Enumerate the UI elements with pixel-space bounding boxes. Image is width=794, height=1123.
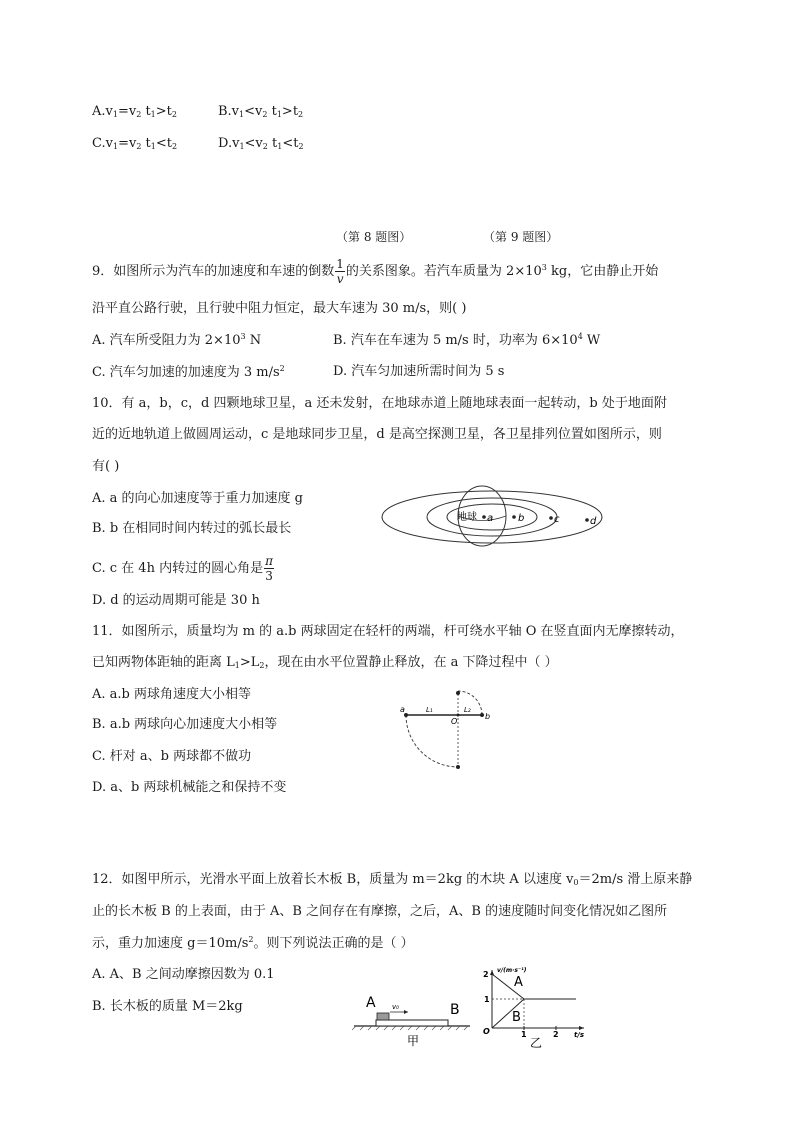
q12-figure-jia [352,992,472,1050]
q8-option-c: $C.v_1=v_2$ $t_1<t_2$ [92,136,178,151]
q9-option-d: D. 汽车匀加速所需时间为 5 s [333,364,505,379]
svg-text:1: 1 [521,1030,527,1039]
q8-option-d: $D.v_1<v_2$ $t_1<t_2$ [218,136,304,151]
q8-option-b: $B.v_1<v_2$ $t_1>t_2$ [218,104,304,119]
svg-text:B: B [512,1010,521,1025]
svg-text:t/s: t/s [574,1031,585,1039]
q12-stem-line3: 示，重力加速度 $g=10m/s^2$。则下列说法正确的是（ ） [92,935,414,951]
q10-stem-line1: 10．有 a，b，c，d 四颗地球卫星，a 还未发射，在地球赤道上随地球表面一起转动，b 处于地面附 [92,396,667,411]
q11-stem-line1: 11．如图所示，质量均为 m 的 a.b 两球固定在轻杆的两端，杆可绕水平轴 O 在竖直面内无摩擦转动， [92,624,684,639]
q12-option-b: B. 长木板的质量 M＝2kg [92,999,243,1014]
svg-text:b: b [485,712,491,721]
q9-stem-line2: 沿平直公路行驶，且行驶中阻力恒定，最大车速为 30 m/s，则( ) [92,301,467,316]
svg-text:v₀: v₀ [392,1003,399,1011]
svg-text:A: A [366,995,376,1011]
block-a [377,1013,389,1020]
svg-text:a: a [487,513,494,524]
q12-figure-yi-graph [480,966,600,1050]
yi-caption: 乙 [530,1036,543,1050]
earth-label: 地球 [457,512,477,523]
q10-option-b: B. b 在相同时间内转过的弧长最长 [92,521,292,536]
q9-inverse-v-fraction: $\frac{1}{v}$ [336,257,344,286]
svg-text:O: O [451,717,458,726]
satellite-d [585,518,589,522]
board-b [376,1020,448,1026]
q11-rod-diagram [398,690,498,772]
q10-orbit-diagram [380,485,610,555]
fig8-caption: （第 8 题图） [336,230,412,244]
svg-text:d: d [590,516,597,527]
svg-text:L₂: L₂ [464,706,471,714]
q10-option-d: D. d 的运动周期可能是 30 h [92,593,260,608]
q12-stem-line2: 止的长木板 B 的上表面，由于 A、B 之间存在有摩擦，之后，A、B 的速度随时间变化情况如乙图所 [92,904,668,919]
svg-text:1: 1 [484,995,490,1004]
svg-text:B: B [450,1002,460,1018]
q10-stem-line2: 近的近地轨道上做圆周运动，c 是地球同步卫星，d 是高空探测卫星，各卫星排列位置如图所示，则 [92,427,662,442]
q11-option-d: D. a、b 两球机械能之和保持不变 [92,780,287,795]
q11-stem-line2: 已知两物体距轴的距离 $L_1>L_2$，现在由水平位置静止释放，在 a 下降过程中（ ） [92,655,558,670]
svg-text:A: A [514,975,523,990]
q9-option-c: C. 汽车匀加速的加速度为 3 $m/s^2$ [92,364,285,380]
svg-text:L₁: L₁ [426,706,433,714]
q10-stem-line3: 有( ) [92,459,120,474]
q10-pi-over-3-fraction: $\frac{\pi}{3}$ [265,554,273,583]
q10-option-a: A. a 的向心加速度等于重力加速度 g [92,491,303,506]
satellite-c [549,516,553,520]
svg-text:2: 2 [483,970,489,979]
q12-option-a: A. A、B 之间动摩擦因数为 0.1 [92,967,275,982]
ball-b [480,713,484,717]
q11-option-a: A. a.b 两球角速度大小相等 [92,687,251,702]
q9-stem-line1: 9．如图所示为汽车的加速度和车速的倒数 $\frac{1}{v}$ 的关系图象。若汽车质量为 $2\times 10^3$ kg，它由静止开始 [92,257,659,286]
q11-option-c: C. 杆对 a、b 两球都不做功 [92,749,252,764]
q11-option-b: B. a.b 两球向心加速度大小相等 [92,717,278,732]
satellite-a [482,515,486,519]
fig9-caption: （第 9 题图） [483,230,559,244]
svg-text:a: a [400,705,405,714]
jia-caption: 甲 [407,1034,420,1048]
svg-text:O: O [483,1027,490,1036]
q10-option-c: C. c 在 4h 内转过的圆心角是 $\frac{\pi}{3}$ [92,554,273,583]
q8-option-a: $A.v_1=v_2$ $t_1>t_2$ [92,104,177,119]
q12-stem-line1: 12．如图甲所示，光滑水平面上放着长木板 B，质量为 m＝2kg 的木块 A 以速度 $v_0=2m/s$ 滑上原来静 [92,872,693,887]
satellite-b [512,515,516,519]
svg-text:2: 2 [553,1030,559,1039]
q9-option-b: B. 汽车在车速为 5 m/s 时，功率为 $6\times 10^4$ W [333,332,601,348]
svg-text:c: c [554,514,560,525]
svg-text:b: b [518,513,525,524]
svg-text:v/(m·s⁻¹): v/(m·s⁻¹) [497,967,527,974]
q9-option-a: A. 汽车所受阻力为 $2\times 10^3$ N [92,332,262,348]
